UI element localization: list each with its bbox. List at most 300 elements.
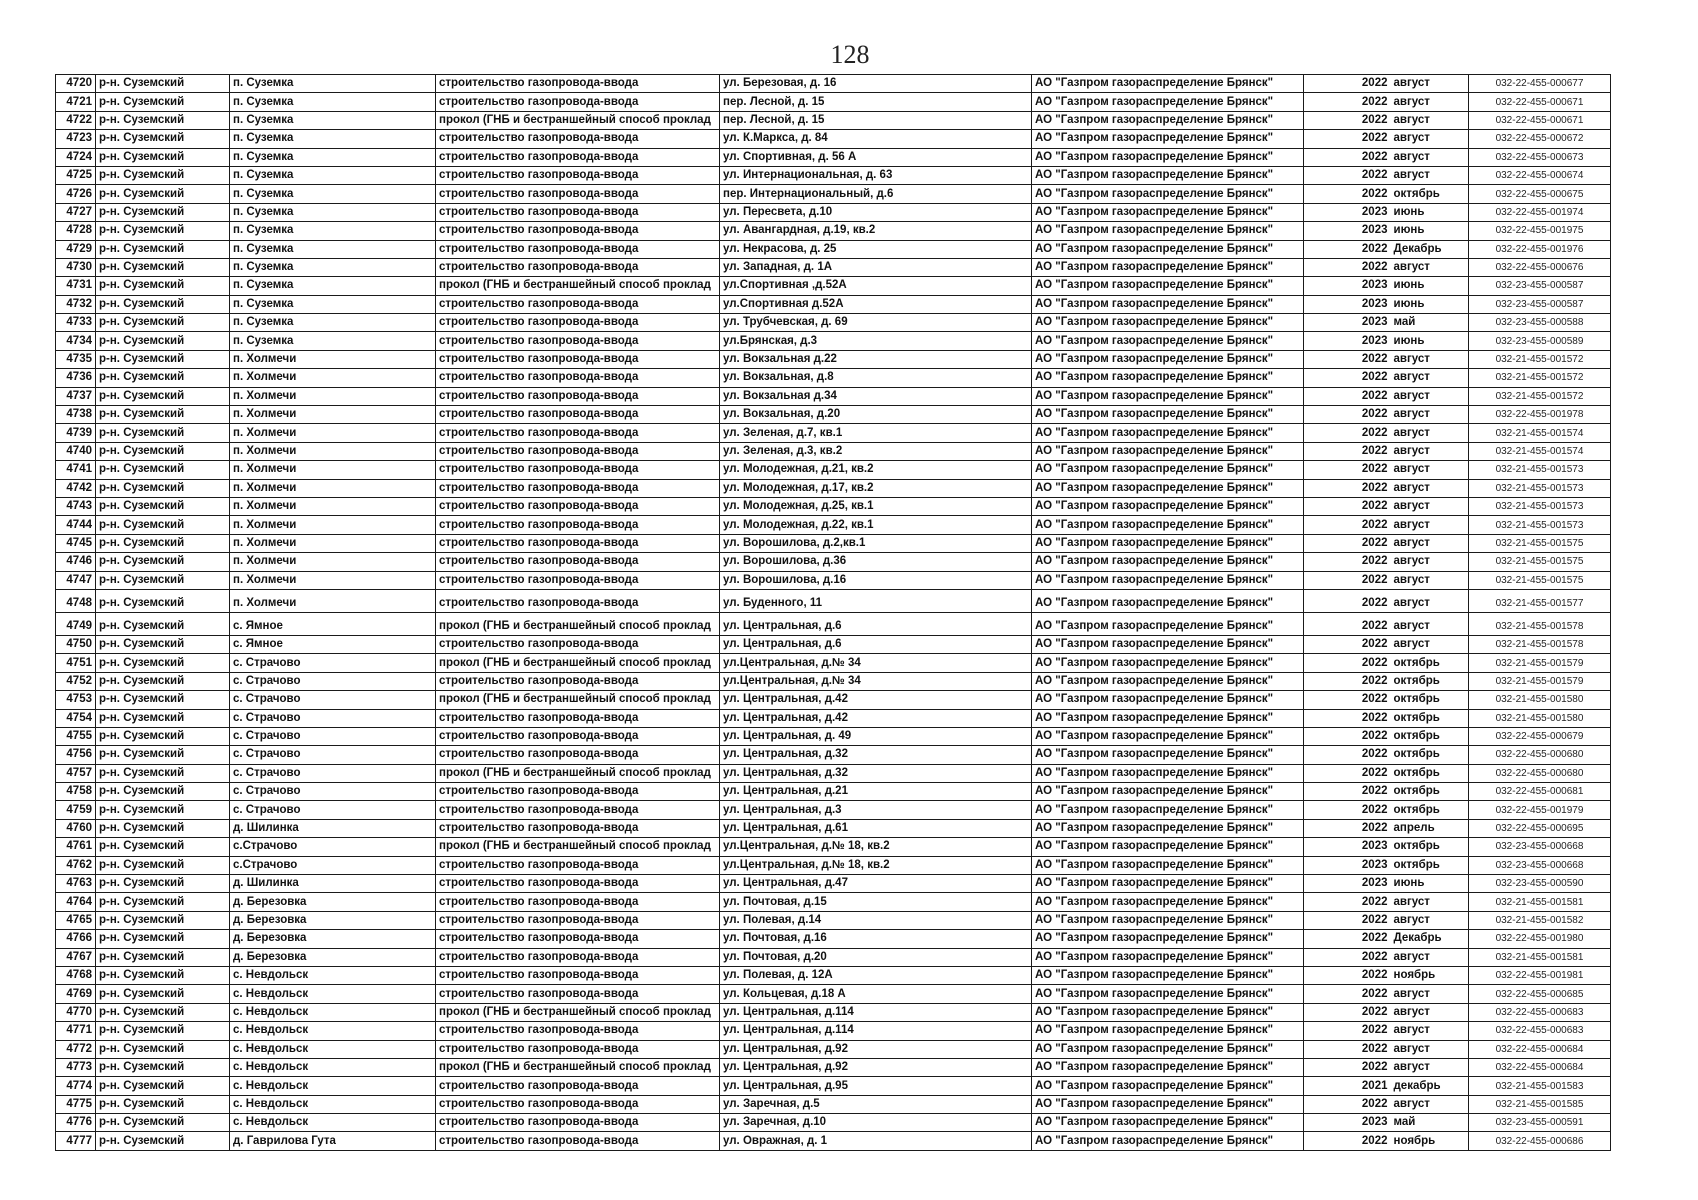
- code-cell: 032-22-455-000671: [1469, 93, 1611, 111]
- address-cell: ул.Брянская, д.3: [720, 332, 1032, 350]
- work-type-cell: строительство газопровода-ввода: [436, 185, 720, 203]
- work-type-cell: строительство газопровода-ввода: [436, 516, 720, 534]
- locality-cell: д. Березовка: [230, 930, 436, 948]
- month-cell: октябрь: [1391, 856, 1469, 874]
- year-cell: 2022: [1304, 911, 1391, 929]
- row-number: 4722: [56, 111, 96, 129]
- row-number: 4775: [56, 1095, 96, 1113]
- row-number: 4757: [56, 764, 96, 782]
- organization-cell: АО "Газпром газораспределение Брянск": [1032, 1040, 1304, 1058]
- table-row: [56, 442, 1611, 460]
- organization-cell: АО "Газпром газораспределение Брянск": [1032, 332, 1304, 350]
- district-cell: р-н. Суземский: [96, 911, 230, 929]
- month-cell: октябрь: [1391, 783, 1469, 801]
- table-row: [56, 314, 1611, 332]
- work-type-cell: строительство газопровода-ввода: [436, 406, 720, 424]
- address-cell: ул. Центральная, д.3: [720, 801, 1032, 819]
- organization-cell: АО "Газпром газораспределение Брянск": [1032, 985, 1304, 1003]
- table-row: [56, 893, 1611, 911]
- row-number: 4750: [56, 635, 96, 653]
- district-cell: р-н. Суземский: [96, 369, 230, 387]
- address-cell: ул. Центральная, д.92: [720, 1040, 1032, 1058]
- table-row: [56, 130, 1611, 148]
- row-number: 4760: [56, 819, 96, 837]
- address-cell: ул. Центральная, д.47: [720, 875, 1032, 893]
- district-cell: р-н. Суземский: [96, 350, 230, 368]
- year-cell: 2022: [1304, 424, 1391, 442]
- organization-cell: АО "Газпром газораспределение Брянск": [1032, 1022, 1304, 1040]
- district-cell: р-н. Суземский: [96, 783, 230, 801]
- address-cell: ул. Центральная, д.6: [720, 635, 1032, 653]
- locality-cell: с. Страчово: [230, 727, 436, 745]
- table-row: [56, 1114, 1611, 1132]
- table-row: [56, 387, 1611, 405]
- address-cell: ул.Центральная, д.№ 34: [720, 672, 1032, 690]
- month-cell: август: [1391, 612, 1469, 635]
- organization-cell: АО "Газпром газораспределение Брянск": [1032, 1095, 1304, 1113]
- locality-cell: с.Страчово: [230, 838, 436, 856]
- work-type-cell: строительство газопровода-ввода: [436, 442, 720, 460]
- address-cell: ул. Центральная, д.6: [720, 612, 1032, 635]
- district-cell: р-н. Суземский: [96, 1040, 230, 1058]
- organization-cell: АО "Газпром газораспределение Брянск": [1032, 571, 1304, 589]
- row-number: 4734: [56, 332, 96, 350]
- locality-cell: д. Березовка: [230, 948, 436, 966]
- address-cell: пер. Лесной, д. 15: [720, 111, 1032, 129]
- row-number: 4744: [56, 516, 96, 534]
- code-cell: 032-21-455-001573: [1469, 479, 1611, 497]
- work-type-cell: строительство газопровода-ввода: [436, 1022, 720, 1040]
- work-type-cell: строительство газопровода-ввода: [436, 369, 720, 387]
- row-number: 4764: [56, 893, 96, 911]
- code-cell: 032-22-455-001978: [1469, 406, 1611, 424]
- work-type-cell: строительство газопровода-ввода: [436, 635, 720, 653]
- district-cell: р-н. Суземский: [96, 1132, 230, 1150]
- table-row: [56, 203, 1611, 221]
- year-cell: 2022: [1304, 1040, 1391, 1058]
- work-type-cell: строительство газопровода-ввода: [436, 350, 720, 368]
- table-row: [56, 479, 1611, 497]
- row-number: 4770: [56, 1003, 96, 1021]
- row-number: 4720: [56, 75, 96, 93]
- locality-cell: п. Холмечи: [230, 369, 436, 387]
- address-cell: пер. Лесной, д. 15: [720, 93, 1032, 111]
- table-row: [56, 553, 1611, 571]
- row-number: 4745: [56, 534, 96, 552]
- organization-cell: АО "Газпром газораспределение Брянск": [1032, 746, 1304, 764]
- organization-cell: АО "Газпром газораспределение Брянск": [1032, 497, 1304, 515]
- organization-cell: АО "Газпром газораспределение Брянск": [1032, 277, 1304, 295]
- row-number: 4755: [56, 727, 96, 745]
- month-cell: август: [1391, 130, 1469, 148]
- year-cell: 2023: [1304, 838, 1391, 856]
- code-cell: 032-23-455-000591: [1469, 1114, 1611, 1132]
- organization-cell: АО "Газпром газораспределение Брянск": [1032, 612, 1304, 635]
- address-cell: ул. Ворошилова, д.36: [720, 553, 1032, 571]
- district-cell: р-н. Суземский: [96, 166, 230, 184]
- district-cell: р-н. Суземский: [96, 497, 230, 515]
- year-cell: 2022: [1304, 479, 1391, 497]
- address-cell: ул. Некрасова, д. 25: [720, 240, 1032, 258]
- work-type-cell: строительство газопровода-ввода: [436, 461, 720, 479]
- district-cell: р-н. Суземский: [96, 930, 230, 948]
- code-cell: 032-22-455-001981: [1469, 966, 1611, 984]
- work-type-cell: строительство газопровода-ввода: [436, 166, 720, 184]
- month-cell: август: [1391, 1003, 1469, 1021]
- district-cell: р-н. Суземский: [96, 672, 230, 690]
- district-cell: р-н. Суземский: [96, 746, 230, 764]
- row-number: 4756: [56, 746, 96, 764]
- district-cell: р-н. Суземский: [96, 387, 230, 405]
- table-row: [56, 111, 1611, 129]
- table-row: [56, 277, 1611, 295]
- year-cell: 2021: [1304, 1077, 1391, 1095]
- address-cell: ул. Центральная, д.114: [720, 1003, 1032, 1021]
- month-cell: октябрь: [1391, 727, 1469, 745]
- locality-cell: п. Суземка: [230, 166, 436, 184]
- row-number: 4742: [56, 479, 96, 497]
- month-cell: август: [1391, 479, 1469, 497]
- organization-cell: АО "Газпром газораспределение Брянск": [1032, 479, 1304, 497]
- code-cell: 032-22-455-000681: [1469, 783, 1611, 801]
- work-type-cell: строительство газопровода-ввода: [436, 424, 720, 442]
- address-cell: ул. Молодежная, д.17, кв.2: [720, 479, 1032, 497]
- organization-cell: АО "Газпром газораспределение Брянск": [1032, 893, 1304, 911]
- organization-cell: АО "Газпром газораспределение Брянск": [1032, 240, 1304, 258]
- organization-cell: АО "Газпром газораспределение Брянск": [1032, 654, 1304, 672]
- organization-cell: АО "Газпром газораспределение Брянск": [1032, 589, 1304, 612]
- district-cell: р-н. Суземский: [96, 130, 230, 148]
- month-cell: август: [1391, 387, 1469, 405]
- organization-cell: АО "Газпром газораспределение Брянск": [1032, 856, 1304, 874]
- locality-cell: с.Страчово: [230, 856, 436, 874]
- district-cell: р-н. Суземский: [96, 553, 230, 571]
- organization-cell: АО "Газпром газораспределение Брянск": [1032, 1077, 1304, 1095]
- table-row: [56, 93, 1611, 111]
- code-cell: 032-21-455-001573: [1469, 461, 1611, 479]
- address-cell: ул. Вокзальная д.22: [720, 350, 1032, 368]
- month-cell: Декабрь: [1391, 240, 1469, 258]
- table-row: [56, 612, 1611, 635]
- code-cell: 032-21-455-001573: [1469, 497, 1611, 515]
- table-row: [56, 148, 1611, 166]
- locality-cell: п. Суземка: [230, 222, 436, 240]
- district-cell: р-н. Суземский: [96, 75, 230, 93]
- year-cell: 2022: [1304, 930, 1391, 948]
- row-number: 4724: [56, 148, 96, 166]
- year-cell: 2023: [1304, 875, 1391, 893]
- code-cell: 032-22-455-000686: [1469, 1132, 1611, 1150]
- month-cell: ноябрь: [1391, 966, 1469, 984]
- work-type-cell: строительство газопровода-ввода: [436, 295, 720, 313]
- work-type-cell: строительство газопровода-ввода: [436, 387, 720, 405]
- row-number: 4758: [56, 783, 96, 801]
- district-cell: р-н. Суземский: [96, 1022, 230, 1040]
- locality-cell: п. Холмечи: [230, 424, 436, 442]
- year-cell: 2023: [1304, 856, 1391, 874]
- locality-cell: с. Ямное: [230, 612, 436, 635]
- row-number: 4729: [56, 240, 96, 258]
- code-cell: 032-22-455-000683: [1469, 1003, 1611, 1021]
- organization-cell: АО "Газпром газораспределение Брянск": [1032, 369, 1304, 387]
- organization-cell: АО "Газпром газораспределение Брянск": [1032, 783, 1304, 801]
- month-cell: август: [1391, 258, 1469, 276]
- district-cell: р-н. Суземский: [96, 635, 230, 653]
- address-cell: ул. Центральная, д.114: [720, 1022, 1032, 1040]
- year-cell: 2022: [1304, 369, 1391, 387]
- organization-cell: АО "Газпром газораспределение Брянск": [1032, 635, 1304, 653]
- work-type-cell: строительство газопровода-ввода: [436, 222, 720, 240]
- year-cell: 2023: [1304, 332, 1391, 350]
- organization-cell: АО "Газпром газораспределение Брянск": [1032, 350, 1304, 368]
- work-type-cell: строительство газопровода-ввода: [436, 479, 720, 497]
- district-cell: р-н. Суземский: [96, 277, 230, 295]
- district-cell: р-н. Суземский: [96, 856, 230, 874]
- year-cell: 2022: [1304, 966, 1391, 984]
- address-cell: ул. Овражная, д. 1: [720, 1132, 1032, 1150]
- locality-cell: с. Страчово: [230, 764, 436, 782]
- year-cell: 2022: [1304, 819, 1391, 837]
- year-cell: 2023: [1304, 222, 1391, 240]
- year-cell: 2022: [1304, 709, 1391, 727]
- work-type-cell: строительство газопровода-ввода: [436, 75, 720, 93]
- address-cell: ул. Почтовая, д.20: [720, 948, 1032, 966]
- organization-cell: АО "Газпром газораспределение Брянск": [1032, 461, 1304, 479]
- year-cell: 2022: [1304, 93, 1391, 111]
- district-cell: р-н. Суземский: [96, 612, 230, 635]
- address-cell: ул. Интернациональная, д. 63: [720, 166, 1032, 184]
- work-type-cell: строительство газопровода-ввода: [436, 856, 720, 874]
- table-row: [56, 764, 1611, 782]
- month-cell: октябрь: [1391, 746, 1469, 764]
- code-cell: 032-21-455-001581: [1469, 893, 1611, 911]
- district-cell: р-н. Суземский: [96, 479, 230, 497]
- year-cell: 2022: [1304, 589, 1391, 612]
- locality-cell: с. Ямное: [230, 635, 436, 653]
- address-cell: ул. Центральная, д.42: [720, 691, 1032, 709]
- organization-cell: АО "Газпром газораспределение Брянск": [1032, 672, 1304, 690]
- code-cell: 032-21-455-001577: [1469, 589, 1611, 612]
- month-cell: август: [1391, 1040, 1469, 1058]
- code-cell: 032-21-455-001578: [1469, 612, 1611, 635]
- work-type-cell: прокол (ГНБ и бестраншейный способ проклад: [436, 838, 720, 856]
- district-cell: р-н. Суземский: [96, 534, 230, 552]
- year-cell: 2022: [1304, 111, 1391, 129]
- address-cell: ул. Полевая, д.14: [720, 911, 1032, 929]
- code-cell: 032-21-455-001572: [1469, 350, 1611, 368]
- row-number: 4774: [56, 1077, 96, 1095]
- row-number: 4731: [56, 277, 96, 295]
- code-cell: 032-22-455-000684: [1469, 1040, 1611, 1058]
- locality-cell: п. Холмечи: [230, 350, 436, 368]
- organization-cell: АО "Газпром газораспределение Брянск": [1032, 911, 1304, 929]
- table-row: [56, 856, 1611, 874]
- month-cell: октябрь: [1391, 672, 1469, 690]
- organization-cell: АО "Газпром газораспределение Брянск": [1032, 764, 1304, 782]
- month-cell: август: [1391, 369, 1469, 387]
- work-type-cell: строительство газопровода-ввода: [436, 930, 720, 948]
- row-number: 4749: [56, 612, 96, 635]
- row-number: 4761: [56, 838, 96, 856]
- locality-cell: п. Суземка: [230, 332, 436, 350]
- work-type-cell: строительство газопровода-ввода: [436, 1040, 720, 1058]
- year-cell: 2022: [1304, 185, 1391, 203]
- code-cell: 032-22-455-001979: [1469, 801, 1611, 819]
- code-cell: 032-21-455-001583: [1469, 1077, 1611, 1095]
- district-cell: р-н. Суземский: [96, 222, 230, 240]
- table-row: [56, 166, 1611, 184]
- month-cell: август: [1391, 1058, 1469, 1076]
- code-cell: 032-23-455-000588: [1469, 314, 1611, 332]
- table-row: [56, 727, 1611, 745]
- organization-cell: АО "Газпром газораспределение Брянск": [1032, 553, 1304, 571]
- code-cell: 032-21-455-001575: [1469, 571, 1611, 589]
- code-cell: 032-22-455-000672: [1469, 130, 1611, 148]
- address-cell: ул. Центральная, д.92: [720, 1058, 1032, 1076]
- work-type-cell: прокол (ГНБ и бестраншейный способ проклад: [436, 111, 720, 129]
- organization-cell: АО "Газпром газораспределение Брянск": [1032, 1114, 1304, 1132]
- locality-cell: с. Страчово: [230, 746, 436, 764]
- organization-cell: АО "Газпром газораспределение Брянск": [1032, 387, 1304, 405]
- row-number: 4735: [56, 350, 96, 368]
- month-cell: август: [1391, 516, 1469, 534]
- table-row: [56, 948, 1611, 966]
- month-cell: август: [1391, 589, 1469, 612]
- code-cell: 032-22-455-000680: [1469, 746, 1611, 764]
- address-cell: ул. Спортивная, д. 56 А: [720, 148, 1032, 166]
- work-type-cell: строительство газопровода-ввода: [436, 1095, 720, 1113]
- organization-cell: АО "Газпром газораспределение Брянск": [1032, 930, 1304, 948]
- code-cell: 032-22-455-000676: [1469, 258, 1611, 276]
- year-cell: 2022: [1304, 75, 1391, 93]
- locality-cell: п. Суземка: [230, 314, 436, 332]
- year-cell: 2022: [1304, 654, 1391, 672]
- code-cell: 032-23-455-000590: [1469, 875, 1611, 893]
- work-type-cell: строительство газопровода-ввода: [436, 93, 720, 111]
- address-cell: ул. Центральная, д.61: [720, 819, 1032, 837]
- work-type-cell: строительство газопровода-ввода: [436, 911, 720, 929]
- work-type-cell: строительство газопровода-ввода: [436, 875, 720, 893]
- month-cell: август: [1391, 985, 1469, 1003]
- district-cell: р-н. Суземский: [96, 93, 230, 111]
- district-cell: р-н. Суземский: [96, 314, 230, 332]
- year-cell: 2022: [1304, 406, 1391, 424]
- organization-cell: АО "Газпром газораспределение Брянск": [1032, 875, 1304, 893]
- organization-cell: АО "Газпром газораспределение Брянск": [1032, 442, 1304, 460]
- month-cell: октябрь: [1391, 764, 1469, 782]
- district-cell: р-н. Суземский: [96, 893, 230, 911]
- month-cell: август: [1391, 148, 1469, 166]
- row-number: 4751: [56, 654, 96, 672]
- month-cell: октябрь: [1391, 709, 1469, 727]
- work-type-cell: строительство газопровода-ввода: [436, 948, 720, 966]
- locality-cell: д. Шилинка: [230, 819, 436, 837]
- address-cell: ул. Центральная, д.95: [720, 1077, 1032, 1095]
- year-cell: 2022: [1304, 166, 1391, 184]
- code-cell: 032-23-455-000668: [1469, 838, 1611, 856]
- district-cell: р-н. Суземский: [96, 801, 230, 819]
- row-number: 4766: [56, 930, 96, 948]
- address-cell: ул. Западная, д. 1А: [720, 258, 1032, 276]
- row-number: 4765: [56, 911, 96, 929]
- year-cell: 2022: [1304, 497, 1391, 515]
- locality-cell: с. Невдольск: [230, 966, 436, 984]
- locality-cell: п. Холмечи: [230, 589, 436, 612]
- work-type-cell: строительство газопровода-ввода: [436, 801, 720, 819]
- month-cell: июнь: [1391, 277, 1469, 295]
- organization-cell: АО "Газпром газораспределение Брянск": [1032, 948, 1304, 966]
- month-cell: октябрь: [1391, 838, 1469, 856]
- table-row: [56, 966, 1611, 984]
- district-cell: р-н. Суземский: [96, 709, 230, 727]
- row-number: 4773: [56, 1058, 96, 1076]
- organization-cell: АО "Газпром газораспределение Брянск": [1032, 801, 1304, 819]
- work-type-cell: строительство газопровода-ввода: [436, 727, 720, 745]
- month-cell: август: [1391, 166, 1469, 184]
- district-cell: р-н. Суземский: [96, 838, 230, 856]
- work-type-cell: строительство газопровода-ввода: [436, 893, 720, 911]
- address-cell: ул. К.Маркса, д. 84: [720, 130, 1032, 148]
- address-cell: ул. Вокзальная, д.8: [720, 369, 1032, 387]
- locality-cell: п. Суземка: [230, 130, 436, 148]
- row-number: 4767: [56, 948, 96, 966]
- year-cell: 2022: [1304, 948, 1391, 966]
- month-cell: июнь: [1391, 203, 1469, 221]
- work-type-cell: строительство газопровода-ввода: [436, 553, 720, 571]
- code-cell: 032-22-455-000679: [1469, 727, 1611, 745]
- code-cell: 032-21-455-001580: [1469, 709, 1611, 727]
- table-row: [56, 424, 1611, 442]
- organization-cell: АО "Газпром газораспределение Брянск": [1032, 691, 1304, 709]
- address-cell: ул. Ворошилова, д.2,кв.1: [720, 534, 1032, 552]
- organization-cell: АО "Газпром газораспределение Брянск": [1032, 709, 1304, 727]
- code-cell: 032-22-455-001980: [1469, 930, 1611, 948]
- organization-cell: АО "Газпром газораспределение Брянск": [1032, 838, 1304, 856]
- year-cell: 2022: [1304, 1022, 1391, 1040]
- year-cell: 2022: [1304, 571, 1391, 589]
- organization-cell: АО "Газпром газораспределение Брянск": [1032, 185, 1304, 203]
- address-cell: ул. Заречная, д.5: [720, 1095, 1032, 1113]
- code-cell: 032-21-455-001580: [1469, 691, 1611, 709]
- locality-cell: п. Суземка: [230, 111, 436, 129]
- code-cell: 032-22-455-000680: [1469, 764, 1611, 782]
- year-cell: 2023: [1304, 314, 1391, 332]
- table-body: [56, 75, 1611, 1151]
- table-row: [56, 1058, 1611, 1076]
- district-cell: р-н. Суземский: [96, 203, 230, 221]
- code-cell: 032-21-455-001579: [1469, 654, 1611, 672]
- district-cell: р-н. Суземский: [96, 332, 230, 350]
- month-cell: август: [1391, 911, 1469, 929]
- code-cell: 032-21-455-001573: [1469, 516, 1611, 534]
- row-number: 4748: [56, 589, 96, 612]
- table-row: [56, 985, 1611, 1003]
- year-cell: 2022: [1304, 350, 1391, 368]
- year-cell: 2022: [1304, 764, 1391, 782]
- code-cell: 032-21-455-001579: [1469, 672, 1611, 690]
- locality-cell: п. Холмечи: [230, 534, 436, 552]
- work-type-cell: строительство газопровода-ввода: [436, 672, 720, 690]
- organization-cell: АО "Газпром газораспределение Брянск": [1032, 424, 1304, 442]
- address-cell: ул. Центральная, д.42: [720, 709, 1032, 727]
- address-cell: ул.Центральная, д.№ 18, кв.2: [720, 856, 1032, 874]
- locality-cell: д. Березовка: [230, 911, 436, 929]
- row-number: 4738: [56, 406, 96, 424]
- work-type-cell: строительство газопровода-ввода: [436, 203, 720, 221]
- address-cell: ул. Центральная, д.21: [720, 783, 1032, 801]
- registry-table: [55, 74, 1611, 1151]
- work-type-cell: прокол (ГНБ и бестраншейный способ проклад: [436, 1058, 720, 1076]
